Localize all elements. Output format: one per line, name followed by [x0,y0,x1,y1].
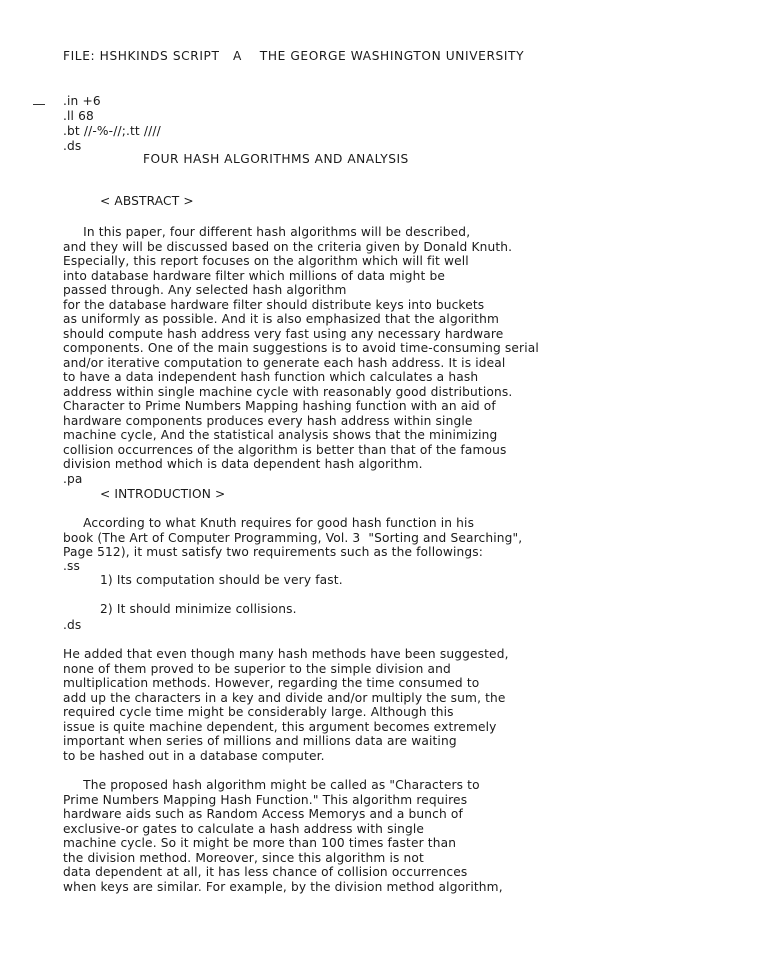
paragraph-line: the division method. Moreover, since this algorithm is not [63,850,424,865]
abstract-line: division method which is data dependent hash algorithm. [63,457,423,471]
intro-line: Page 512), it must satisfy two requirements such as the followings: [63,545,484,559]
abstract-heading: < ABSTRACT > [100,194,194,208]
paragraph-line: machine cycle. So it might be more than 100 times faster than [63,836,457,850]
paragraph-line: add up the characters in a key and divide and/or multiply the sum, the [63,690,506,705]
paragraph-line: He added that even though many hash methods have been suggested, [63,647,509,661]
abstract-line: machine cycle, And the statistical analysis shows that the minimizing [63,428,498,442]
paragraph-line: none of them proved to be superior to the simple division and [63,661,451,676]
margin-mark [33,104,45,105]
paragraph-line: multiplication methods. However, regarding the time consumed to [63,676,480,690]
directive-bottom-title: .bt //-%-//;.tt //// [63,124,161,138]
abstract-line: into database hardware filter which millions of data might be [63,268,445,283]
directive-line-length: .ll 68 [63,109,94,123]
directive-single-space: .ss [63,559,81,573]
paragraph-line: to be hashed out in a database computer. [63,748,325,763]
paragraph-line: when keys are similar. For example, by the division method algorithm, [63,879,503,894]
paragraph-line: The proposed hash algorithm might be called as "Characters to [63,778,480,792]
paragraph-line: data dependent at all, it has less chance of collision occurrences [63,865,468,879]
abstract-line: Character to Prime Numbers Mapping hashing function with an aid of [63,399,496,413]
abstract-line: to have a data independent hash function which calculates a hash [63,370,479,384]
abstract-line: as uniformly as possible. And it is also emphasized that the algorithm [63,312,499,326]
paragraph-line: issue is quite machine dependent, this argument becomes extremely [63,719,497,734]
document-title: FOUR HASH ALGORITHMS AND ANALYSIS [143,152,409,166]
paragraph-line: exclusive-or gates to calculate a hash address with single [63,821,425,836]
paragraph-line: hardware aids such as Random Access Memorys and a bunch of [63,807,463,821]
intro-line: According to what Knuth requires for good hash function in his [63,516,475,530]
abstract-line: should compute hash address very fast using any necessary hardware [63,326,504,341]
abstract-line: passed through. Any selected hash algorithm [63,283,347,297]
file-header: FILE: HSHKINDS SCRIPT A THE GEORGE WASHINGTON UNIVERSITY [63,49,525,63]
directive-page-break: .pa [63,472,83,486]
abstract-line: and they will be discussed based on the criteria given by Donald Knuth. [63,239,513,254]
abstract-line: Especially, this report focuses on the algorithm which will fit well [63,254,469,268]
requirement-item-2: 2) It should minimize collisions. [100,602,297,616]
paragraph-line: required cycle time might be considerably large. Although this [63,705,454,719]
directive-double-space: .ds [63,139,82,153]
abstract-line: In this paper, four different hash algorithms will be described, [63,225,471,239]
directive-double-space-2: .ds [63,618,82,632]
abstract-line: hardware components produces every hash address within single [63,413,473,428]
abstract-line: for the database hardware filter should distribute keys into buckets [63,297,485,312]
intro-line: book (The Art of Computer Programming, Vol. 3 "Sorting and Searching", [63,530,523,545]
directive-indent: .in +6 [63,94,101,108]
abstract-line: components. One of the main suggestions is to avoid time-consuming serial [63,341,539,355]
paragraph-line: Prime Numbers Mapping Hash Function." This algorithm requires [63,792,468,807]
paragraph-line: important when series of millions and millions data are waiting [63,734,457,748]
requirement-item-1: 1) Its computation should be very fast. [100,573,343,587]
abstract-line: address within single machine cycle with reasonably good distributions. [63,384,513,399]
abstract-line: and/or iterative computation to generate each hash address. It is ideal [63,355,506,370]
abstract-line: collision occurrences of the algorithm is better than that of the famous [63,442,507,457]
introduction-heading: < INTRODUCTION > [100,487,226,501]
